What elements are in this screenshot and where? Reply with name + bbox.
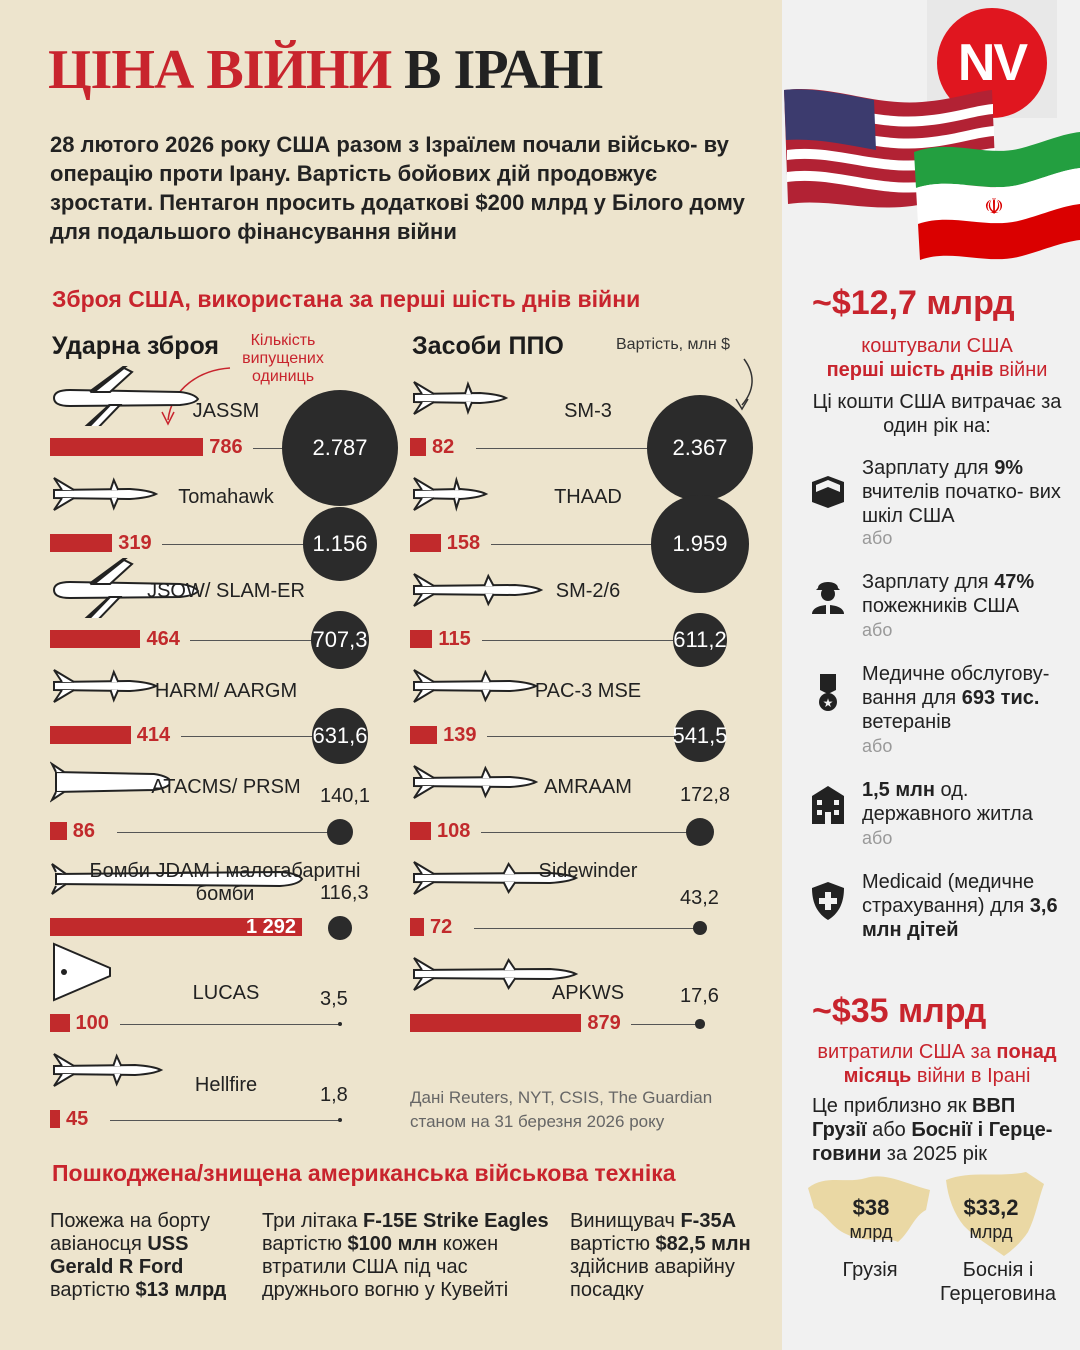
- cost-label: 172,8: [680, 783, 731, 806]
- thaad-missile-icon: [410, 462, 490, 527]
- cost-circle-value: 541,5: [674, 710, 725, 761]
- bosnia-value: $33,2 млрд: [963, 1195, 1019, 1242]
- count-bar: [50, 438, 203, 456]
- count-bar: [50, 630, 140, 648]
- leader-line: [631, 1024, 700, 1025]
- count-label: 108: [437, 820, 471, 842]
- total-six-days: ~$12,7 млрд: [812, 284, 1015, 322]
- count-label: 100: [75, 1012, 109, 1034]
- cost-label: 3,5: [320, 987, 348, 1010]
- medal-icon: [808, 672, 848, 712]
- building-icon: [808, 784, 848, 824]
- count-bar: [50, 726, 131, 744]
- weapon-name: Hellfire: [194, 1074, 258, 1096]
- weapon-name: Sidewinder: [538, 860, 638, 882]
- strike-column-title: Ударна зброя: [52, 332, 220, 360]
- count-label: 319: [118, 532, 152, 554]
- or-label: або: [862, 620, 893, 640]
- weapon-name: AMRAAM: [544, 776, 632, 798]
- gdp-comparison: Це приблизно як ВВП Грузії або Боснії і Герце- говини за 2025 рік: [812, 1095, 1053, 1165]
- firefighter-icon: [808, 574, 848, 614]
- count-label: 158: [446, 532, 481, 554]
- cost-label: 140,1: [320, 784, 371, 807]
- total-month-caption: витратили США за понад місяць війни в Ірані: [817, 1041, 1057, 1087]
- cost-circle: [695, 1019, 704, 1028]
- count-bar: [410, 1014, 581, 1032]
- leader-line: [474, 928, 700, 929]
- cost-circle-value: 1.156: [303, 507, 378, 582]
- medical-shield-icon: [808, 880, 848, 920]
- count-bar: [410, 534, 441, 552]
- damage-item-f15: Три літака F-15E Strike Eagles вартістю $100 млн кожен втратили США під час дружнього вогню у Кувейті: [262, 1210, 549, 1301]
- source-note: Дані Reuters, NYT, CSIS, The Guardian станом на 31 березня 2026 року: [410, 1088, 713, 1131]
- weapon-name: HARM/ AARGM: [154, 680, 298, 702]
- count-bar: [410, 438, 426, 456]
- count-bar: [410, 822, 431, 840]
- iran-flag-icon: [914, 132, 1080, 260]
- sm3-missile-icon: [410, 366, 510, 431]
- weapon-name: JASSM: [192, 400, 260, 422]
- cost-note-arrow-icon: [730, 355, 760, 415]
- weapon-name: SM-3: [564, 400, 612, 422]
- leader-line: [482, 640, 700, 641]
- cost-label: 1,8: [320, 1084, 348, 1106]
- georgia-value: $38 млрд: [849, 1195, 893, 1242]
- weapon-name: SM-2/6: [555, 580, 621, 602]
- cost-circle-value: 707,3: [311, 611, 369, 669]
- weapon-name: ATACMS/ PRSM: [151, 776, 301, 798]
- total-six-days-caption: коштували США перші шість днів війни: [826, 335, 1048, 381]
- cost-label: 116,3: [320, 882, 369, 905]
- cost-circle-value: 1.959: [651, 495, 748, 592]
- flags-illustration: [782, 88, 1080, 260]
- bosnia-label: Боснія і Герцеговина: [939, 1259, 1057, 1305]
- leader-line: [117, 832, 340, 833]
- page-title: ЦІНА ВІЙНИ В ІРАНІ: [48, 39, 604, 101]
- leader-line: [110, 1120, 340, 1121]
- book-icon: [808, 470, 848, 510]
- count-label: 86: [72, 820, 96, 842]
- total-month: ~$35 млрд: [812, 992, 987, 1030]
- cost-label: 17,6: [680, 985, 719, 1008]
- cost-label: 43,2: [680, 886, 719, 909]
- count-label: 82: [431, 436, 455, 458]
- weapon-name: APKWS: [551, 982, 625, 1004]
- cost-circle-value: 2.787: [282, 390, 398, 506]
- count-label: 464: [146, 628, 180, 650]
- leader-line: [487, 736, 700, 737]
- or-label: або: [862, 736, 893, 756]
- count-bar: [50, 1014, 70, 1032]
- equivalents-intro: Ці кошти США витрачає за один рік на:: [812, 391, 1062, 437]
- cost-circle: [338, 1118, 342, 1122]
- damage-item-f35: Винищувач F-35A вартістю $82,5 млн здійснив аварійну посадку: [570, 1210, 751, 1301]
- svg-text:★: ★: [822, 696, 834, 710]
- count-label: 786: [209, 436, 243, 458]
- damage-section-title: Пошкоджена/знищена американська військова техніка: [52, 1160, 676, 1186]
- leader-line: [120, 1024, 341, 1025]
- count-bar: [410, 726, 437, 744]
- weapon-name: PAC-3 MSE: [534, 680, 642, 702]
- count-note: Кількість випущених одиниць: [242, 332, 324, 385]
- count-label: 72: [430, 916, 453, 938]
- nv-logo: NV: [937, 8, 1047, 118]
- leader-line: [481, 832, 700, 833]
- count-bar: [50, 822, 67, 840]
- cost-circle-value: 611,2: [673, 613, 727, 667]
- weapon-name: JSOW/ SLAM-ER: [147, 580, 305, 602]
- svg-text:☫: ☫: [984, 195, 1004, 220]
- cost-circle: [328, 916, 352, 940]
- or-label: або: [862, 828, 893, 848]
- weapon-name: Tomahawk: [178, 486, 274, 508]
- count-bar: [410, 630, 432, 648]
- damage-item-carrier: Пожежа на борту авіаносця USS Gerald R Ford вартістю $13 млрд: [50, 1210, 227, 1301]
- cost-circle-value: 631,6: [312, 708, 367, 763]
- cost-circle-value: 2.367: [647, 395, 754, 502]
- weapon-name: Бомби JDAM і малогабаритні бомби: [89, 860, 361, 905]
- count-bar: [410, 918, 424, 936]
- count-label: 414: [136, 724, 171, 746]
- count-bar: [50, 1110, 60, 1128]
- cost-circle: [327, 819, 353, 845]
- weapon-name: LUCAS: [192, 982, 260, 1004]
- drone-icon: [50, 942, 120, 1007]
- weapons-section-title: Зброя США, використана за перші шість днів війни: [52, 286, 641, 312]
- count-label: 879: [587, 1012, 621, 1034]
- or-label: або: [862, 528, 893, 548]
- cost-note: Вартість, млн $: [616, 336, 731, 353]
- weapon-name: THAAD: [554, 486, 622, 508]
- count-label: 45: [66, 1108, 89, 1130]
- georgia-label: Грузія: [842, 1259, 898, 1281]
- count-label: 1 292: [245, 916, 296, 938]
- intro-text: 28 лютого 2026 року США разом з Ізраїлем почали військо- ву операцію проти Ірану. Вартість бойових дій продовжує зростати. Пентагон просить додаткові $200 млрд у Білого дому для подальшого фінансування війни: [50, 132, 745, 244]
- air-defense-column-title: Засоби ППО: [412, 332, 564, 360]
- count-bar: [50, 534, 112, 552]
- count-label: 115: [438, 628, 471, 650]
- count-label: 139: [443, 724, 477, 746]
